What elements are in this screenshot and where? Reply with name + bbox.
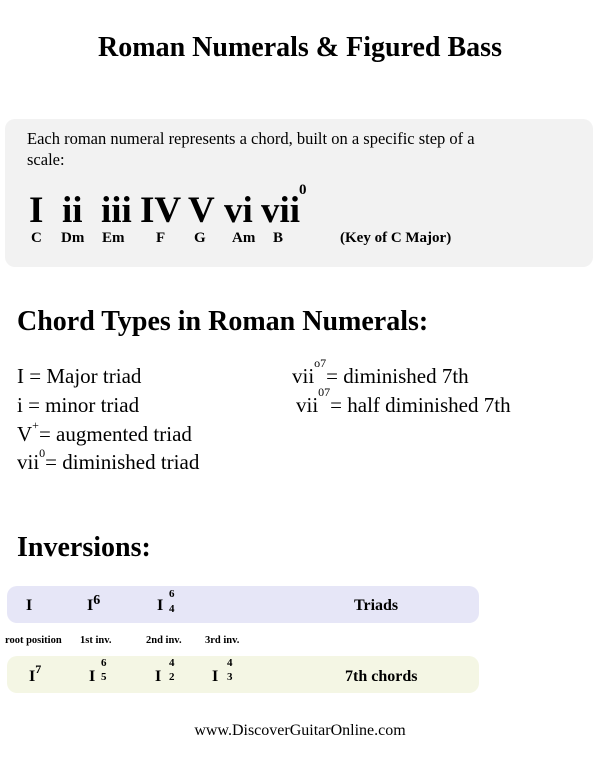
figure-top: 4 — [227, 657, 233, 669]
chord-name: G — [194, 230, 206, 246]
numeral: vii — [17, 450, 40, 474]
figure-bottom: 4 — [169, 603, 175, 615]
numeral: I — [29, 668, 36, 685]
figure-top: 6 — [169, 588, 175, 600]
chord-name: Dm — [61, 230, 85, 246]
label-third-inversion: 3rd inv. — [205, 635, 240, 646]
numeral: I — [87, 597, 94, 614]
description: = half diminished 7th — [330, 393, 511, 417]
chord-name: Em — [102, 230, 125, 246]
superscript: o7 — [314, 356, 327, 370]
numeral: V — [17, 422, 33, 446]
triad-first-inversion — [87, 593, 101, 615]
intro-text: Each roman numeral represents a chord, built on a specific step of a scale: — [27, 129, 475, 169]
figure-bottom: 3 — [227, 671, 233, 683]
superscript: 07 — [318, 385, 331, 399]
minor-triad-line — [17, 393, 139, 418]
seventh-second-inversion-numeral: I — [155, 668, 162, 685]
sevenths-label: 7th chords — [345, 668, 418, 685]
numeral-iii: iii — [101, 190, 132, 231]
figure-bottom: 2 — [169, 671, 175, 683]
numeral: i — [17, 393, 23, 417]
numeral-vii-sup: 0 — [299, 182, 307, 198]
numeral-IV: IV — [140, 190, 182, 231]
figure-top: 4 — [169, 657, 175, 669]
augmented-triad-line — [17, 418, 192, 447]
numeral-vii: vii — [261, 190, 301, 231]
halfdim7-line — [296, 385, 511, 418]
triad-second-inversion-numeral: I — [157, 597, 164, 614]
label-root-position: root position — [5, 635, 62, 646]
label-first-inversion: 1st inv. — [80, 635, 112, 646]
chord-name: B — [273, 230, 284, 246]
diminished-triad-line — [17, 446, 200, 475]
chord-types-heading: Chord Types in Roman Numerals: — [17, 306, 429, 337]
numeral-ii: ii — [62, 190, 83, 231]
superscript: 0 — [39, 446, 46, 460]
label-second-inversion: 2nd inv. — [146, 635, 182, 646]
footer-url: www.DiscoverGuitarOnline.com — [194, 722, 406, 739]
figure: 6 — [93, 593, 101, 608]
page-title: Roman Numerals & Figured Bass — [98, 32, 502, 63]
numeral: I — [17, 364, 24, 388]
numeral: vii — [296, 393, 319, 417]
chord-name: C — [31, 230, 42, 246]
description: = augmented triad — [38, 422, 192, 446]
description: = diminished 7th — [326, 364, 469, 388]
triads-label: Triads — [354, 597, 399, 614]
key-note: (Key of C Major) — [340, 230, 452, 246]
chord-name: Am — [232, 230, 256, 246]
description: = Major triad — [29, 364, 142, 388]
figure-bottom: 5 — [101, 671, 107, 683]
seventh-third-inversion-numeral: I — [212, 668, 219, 685]
inversions-heading: Inversions: — [17, 532, 151, 563]
figure: 7 — [35, 662, 42, 676]
seventh-first-inversion-numeral: I — [89, 668, 96, 685]
numeral: vii — [292, 364, 315, 388]
superscript: + — [32, 418, 39, 432]
triad-root: I — [26, 597, 33, 614]
triads-row — [7, 586, 479, 623]
chord-name: F — [156, 230, 166, 246]
numeral-vi: vi — [224, 190, 253, 231]
seventh-root — [29, 662, 42, 686]
numeral-V: V — [188, 190, 215, 231]
major-triad-line — [17, 364, 141, 389]
description: = diminished triad — [45, 450, 200, 474]
description: = minor triad — [28, 393, 140, 417]
numeral-I: I — [29, 190, 44, 231]
figure-top: 6 — [101, 657, 107, 669]
